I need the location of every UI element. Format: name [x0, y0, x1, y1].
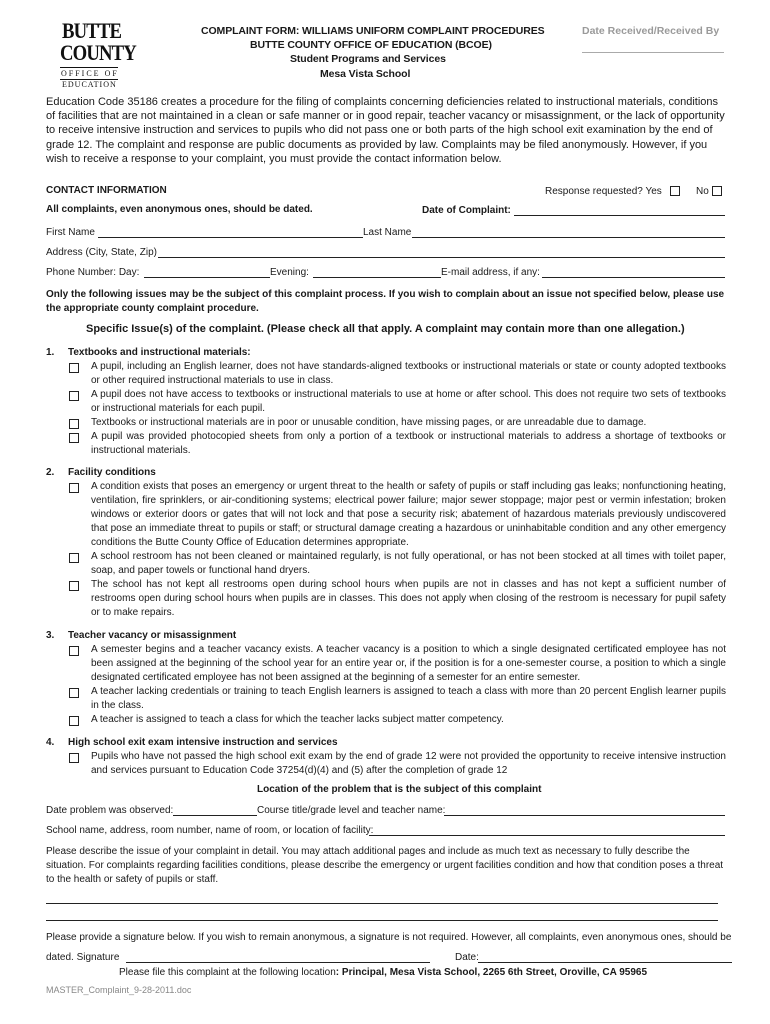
section-2-title: Facility conditions: [68, 467, 156, 478]
issue-3b-checkbox[interactable]: [69, 688, 79, 698]
date-observed-label: Date problem was observed:: [46, 805, 174, 816]
school-name-field[interactable]: [369, 835, 725, 836]
evening-field[interactable]: [313, 277, 441, 278]
last-name-label: Last Name: [363, 227, 412, 238]
response-no-label: No: [696, 186, 709, 197]
issue-3b-text: A teacher lacking credentials or training to teach English learners is assigned to teach a class with more than 20 percent English learner pupils in the class.: [91, 686, 726, 711]
issue-2a-text: A condition exists that poses an emergency or urgent threat to the health or safety of pupils or staff including gas leaks; nonfunctioning heating, ventilation, fire sprinklers, or air-conditioning systems; electrical power failure; major sewer stoppage; major pest or vermin infestation; broken windows or exterior doors or gates that will not lock and that pose a security risk; abatement of hazardous materials previously undiscovered that pose an immediate threat to pupils or staff; or structural damage creating a hazardous or uninhabitable condition and any other emergency conditions the Butte County Office of Education determines appropriate.: [91, 481, 726, 548]
dated-note: All complaints, even anonymous ones, should be dated.: [46, 204, 313, 215]
date-observed-field[interactable]: [173, 815, 257, 816]
course-title-label: Course title/grade level and teacher name:: [257, 805, 446, 816]
first-name-label: First Name: [46, 227, 95, 238]
contact-heading: CONTACT INFORMATION: [46, 185, 167, 196]
intro-paragraph: Education Code 35186 creates a procedure for the filing of complaints concerning deficiencies related to instructional materials, conditions of facilities that are not maintained in a clean or safe manner or in good repair, teacher vacancy or misassignment, or the lack of opportunity to receive intensive instruction and services to pupils who did not pass one or both parts of the high school exit examination by the end of grade 12. The complaint and response are public documents as provided by law. Complaints may be filed anonymously. However, if you wish to receive a response to your complaint, you must provide the contact information below.: [46, 96, 725, 165]
issue-2b-checkbox[interactable]: [69, 553, 79, 563]
issue-2c-checkbox[interactable]: [69, 581, 79, 591]
issue-4a-text: Pupils who have not passed the high school exit exam by the end of grade 12 were not provided the opportunity to receive intensive instruction and services pursuant to Education Code 37254(d)(4) and (5) after the completion of grade 12: [91, 751, 726, 776]
email-label: E-mail address, if any:: [441, 267, 540, 278]
date-received-field[interactable]: [582, 52, 724, 53]
issue-1b-checkbox[interactable]: [69, 391, 79, 401]
specific-issues-heading: Specific Issue(s) of the complaint. (Please check all that apply. A complaint may contain more than one allegation.): [86, 323, 685, 335]
signature-field[interactable]: [126, 962, 430, 963]
logo-line-education: EDUCATION: [62, 80, 117, 89]
issue-1d-checkbox[interactable]: [69, 433, 79, 443]
section-4-title: High school exit exam intensive instruction and services: [68, 737, 338, 748]
file-location-address: Principal, Mesa Vista School, 2265 6th Street, Oroville, CA 95965: [339, 967, 648, 978]
last-name-field[interactable]: [412, 237, 725, 238]
signature-label: dated. Signature: [46, 952, 120, 963]
logo: [58, 18, 136, 90]
logo-divider: [60, 67, 118, 68]
file-location-colon: :: [335, 967, 340, 978]
section-3-number: 3.: [46, 630, 55, 641]
phone-day-field[interactable]: [144, 277, 270, 278]
issue-2b-text: A school restroom has not been cleaned or maintained regularly, is not fully operational, or has not been stocked at all times with toilet paper, soap, and paper towels or functional hand dryers.: [91, 551, 726, 576]
date-received-label: Date Received/Received By: [582, 25, 720, 37]
school-name-label: School name, address, room number, name of room, or location of facility:: [46, 825, 374, 836]
section-1-title: Textbooks and instructional materials:: [68, 347, 251, 358]
signature-note: Please provide a signature below. If you wish to remain anonymous, a signature is not required. However, all complaints, even anonymous ones, should be: [46, 932, 732, 943]
describe-instructions: Please describe the issue of your complaint in detail. You may attach additional pages and include as much text as necessary to fully describe the situation. For complaints regarding facilities conditions, please describe the emergency or urgent facilities condition and how that condition poses a threat to the health or safety of pupils or staff.: [46, 846, 724, 885]
signature-date-field[interactable]: [478, 962, 732, 963]
dept-title: Student Programs and Services: [290, 53, 446, 65]
issue-2a-checkbox[interactable]: [69, 483, 79, 493]
footer-filename: MASTER_Complaint_9-28-2011.doc: [46, 985, 192, 995]
issue-1c-checkbox[interactable]: [69, 419, 79, 429]
form-title: COMPLAINT FORM: WILLIAMS UNIFORM COMPLAINT PROCEDURES: [201, 25, 545, 37]
section-2-number: 2.: [46, 467, 55, 478]
address-label: Address (City, State, Zip): [46, 247, 157, 258]
issue-1a-checkbox[interactable]: [69, 363, 79, 373]
signature-date-label: Date:: [455, 952, 479, 963]
logo-line-office: OFFICE OF: [61, 69, 119, 78]
issue-3c-checkbox[interactable]: [69, 716, 79, 726]
issue-3a-text: A semester begins and a teacher vacancy exists. A teacher vacancy is a position to which a single designated certificated employee has not been assigned at the beginning of the school year for an entire year or, if the position is for a one-semester course, a position to which a single designated certificated employee has not been assigned at the beginning of a semester for an entire semester.: [91, 644, 726, 683]
date-of-complaint-label: Date of Complaint:: [422, 205, 511, 216]
issue-3a-checkbox[interactable]: [69, 646, 79, 656]
email-field[interactable]: [542, 277, 725, 278]
issue-2c-text: The school has not kept all restrooms open during school hours when pupils are not in classes and has not kept a sufficient number of restrooms open during school hours when pupils are in classes. This does not apply when closing of the restroom is necessary for pupil safety or to make repairs.: [91, 579, 726, 618]
logo-line-county: COUNTY: [60, 40, 136, 65]
location-heading: Location of the problem that is the subject of this complaint: [257, 784, 542, 795]
school-title: Mesa Vista School: [320, 68, 411, 80]
describe-line-1[interactable]: [46, 903, 718, 904]
address-field[interactable]: [158, 257, 725, 258]
issue-1b-text: A pupil does not have access to textbooks or instructional materials to use at home or after school. This does not require two sets of textbooks or instructional materials for each pupil.: [91, 389, 726, 414]
evening-label: Evening:: [270, 267, 309, 278]
date-of-complaint-field[interactable]: [514, 215, 725, 216]
phone-day-label: Phone Number: Day:: [46, 267, 140, 278]
org-title: BUTTE COUNTY OFFICE OF EDUCATION (BCOE): [250, 39, 492, 51]
section-4-number: 4.: [46, 737, 55, 748]
response-no-checkbox[interactable]: [712, 186, 722, 196]
response-requested-label: Response requested? Yes: [545, 186, 662, 197]
issue-1d-text: A pupil was provided photocopied sheets from only a portion of a textbook or instructional materials to address a shortage of textbooks or instructional materials.: [91, 431, 726, 456]
file-location: [119, 967, 647, 978]
section-3-title: Teacher vacancy or misassignment: [68, 630, 237, 641]
only-issues-note: Only the following issues may be the subject of this complaint process. If you wish to complain about an issue not specified below, please use the appropriate county complaint procedure.: [46, 289, 725, 314]
issue-1c-text: Textbooks or instructional materials are in poor or unusable condition, have missing pages, or are unreadable due to damage.: [91, 417, 647, 428]
issue-1a-text: A pupil, including an English learner, does not have standards-aligned textbooks or instructional materials or state or county adopted textbooks or other required instructional materials to use in class.: [91, 361, 726, 386]
describe-line-2[interactable]: [46, 920, 718, 921]
file-location-prefix: Please file this complaint at the following location: [119, 967, 336, 978]
issue-3c-text: A teacher is assigned to teach a class for which the teacher lacks subject matter competency.: [91, 714, 504, 725]
issue-4a-checkbox[interactable]: [69, 753, 79, 763]
response-yes-checkbox[interactable]: [670, 186, 680, 196]
section-1-number: 1.: [46, 347, 55, 358]
course-title-field[interactable]: [444, 815, 725, 816]
logo-line-butte: BUTTE: [62, 18, 122, 43]
first-name-field[interactable]: [98, 237, 363, 238]
